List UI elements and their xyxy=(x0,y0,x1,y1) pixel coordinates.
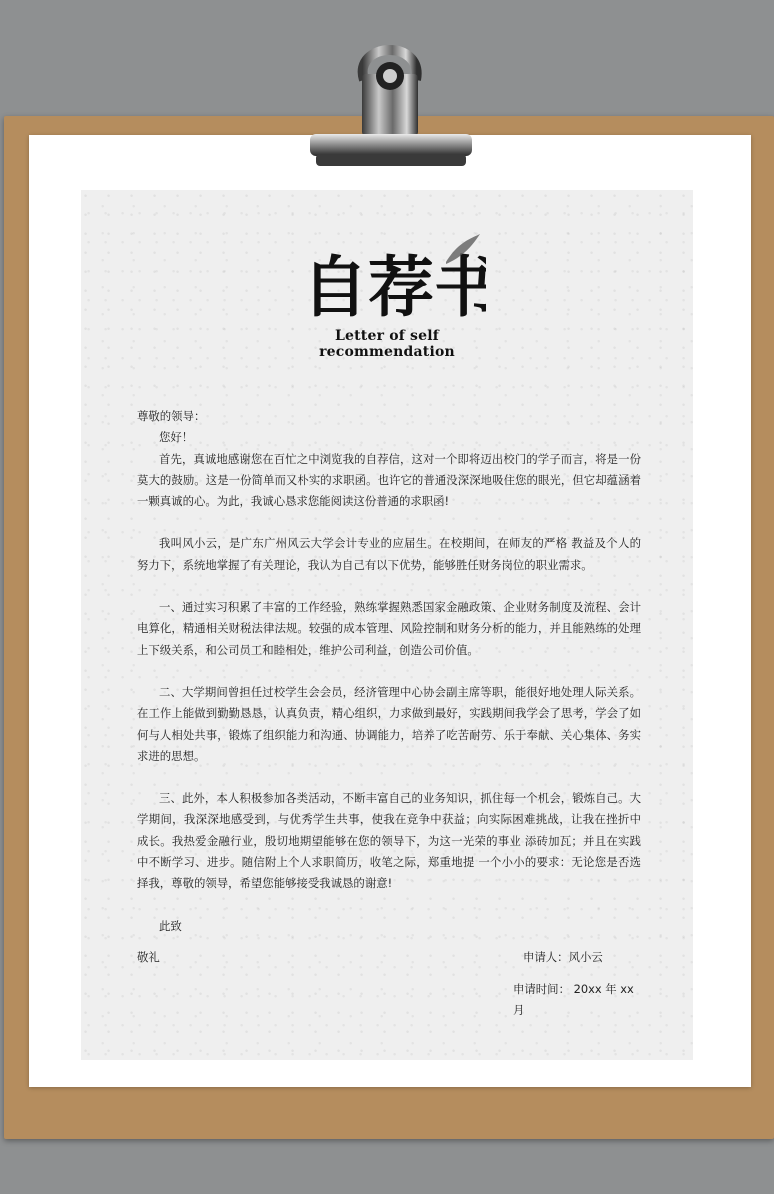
paragraph-point-2: 二、大学期间曾担任过校学生会会员，经济管理中心协会副主席等职，能很好地处理人际关系。在工作上能做到勤勤恳恳，认真负责，精心组织，力求做到最好，实践期间我学会了思考，学会了如何与人相处共事，锻炼了组织能力和沟通、协调能力，培养了吃苦耐劳、乐于奉献、关心集体、务实求进的思想。 xyxy=(137,684,641,763)
greeting: 您好！ xyxy=(159,430,194,445)
paragraph-intro: 首先，真诚地感谢您在百忙之中浏览我的自荐信，这对一个即将迈出校门的学子而言，将是一份莫大的鼓励。这是一份简单而又朴实的求职函。也许它的普通没深深地吸住您的眼光，但它却蕴涵着一颗真诚的心。为此，我诚心恳求您能阅读这份普通的求职函! xyxy=(137,451,641,509)
paragraph-point-3: 三、此外，本人积极参加各类活动，不断丰富自己的业务知识，抓住每一个机会，锻炼自己。大学期间，我深深地感受到，与优秀学生共事，使我在竞争中获益；向实际困难挑战，让我在挫折中 成长。我热爱金融行业，殷切地期望能够在您的领导下，为这一光荣的事业 添砖加瓦；并且在实践中不断学习、进步。随信附上个人求职简历，收笔之际，郑重地提 一个小小的要求：无论您是否选择我，尊敬的领导，希望您能够接受我诚恳的谢意! xyxy=(137,791,641,891)
salutation: 尊敬的领导： xyxy=(137,409,206,423)
application-date-value: 20xx 年 xx 月 xyxy=(513,981,634,1018)
closing-line-1: 此致 xyxy=(159,918,182,933)
applicant-name: 申请人：风小云 xyxy=(523,949,603,964)
paragraph-background: 我叫风小云，是广东广州风云大学会计专业的应届生。在校期间，在师友的严格 教益及个人的努力下，系统地掌握了有关理论，我认为自己有以下优势，能够胜任财务岗位的职业需求。 xyxy=(137,536,641,572)
application-date-label: 申请时间： xyxy=(513,981,570,996)
paragraph-point-1: 一、通过实习积累了丰富的工作经验，熟练掌握熟悉国家金融政策、企业财务制度及流程、会计电算化，精通相关财税法律法规。较强的成本管理、风险控制和财务分析的能力，并且能熟练的处理上下级关系，和公司员工和睦相处，维护公司利益，创造公司价值。 xyxy=(137,600,641,657)
binder-clip-icon xyxy=(306,22,476,176)
svg-text:自荐书: 自荐书 xyxy=(302,248,486,326)
closing-line-2: 敬礼 xyxy=(137,949,160,964)
calligraphy-title xyxy=(296,232,486,328)
subtitle-english: Letter of self recommendation xyxy=(319,328,455,360)
application-date xyxy=(513,979,641,1022)
letter-body xyxy=(137,406,641,1018)
